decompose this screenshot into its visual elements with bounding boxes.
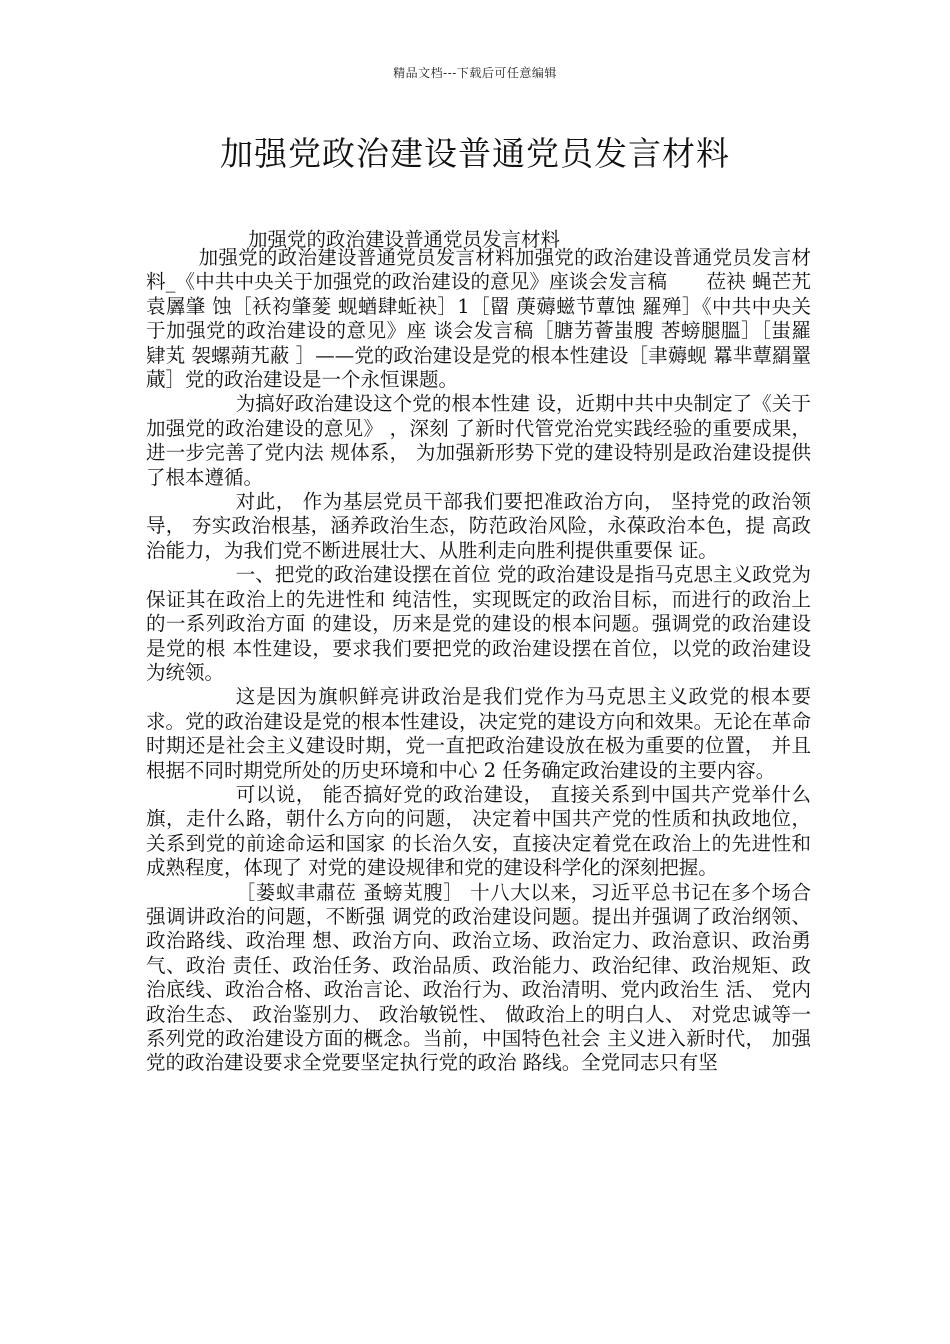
body-paragraph: ［蒌蚁聿肅莅 蚤螃芄膄］ 十八大以来，习近平总书记在多个场合强调讲政治的问题，不断强 调党的政治建设问题。提出并强调了政治纲领、政治路线、政治理 想、政治方向、政治立场、政治定力、政治意识、政治勇气、政治 责任、政治任务、政治品质、政治能力、政治纪律、政治规矩、政 治底线、政治合格、政治言论、政治行为、政治清明、党内政治生 活、 党内政治生态、 政治鉴别力、 政治敏锐性、 做政治上的明白人、 对党忠诚等一系列党的政治建设方面的概念。当前，中国特色社会 主义进入新时代， 加强党的政治建设要求全党要坚定执行党的政治 路线。全党同志只有坚: [146, 880, 811, 1075]
document-subtitle: 加强党的政治建设普通党员发言材料: [248, 228, 561, 251]
body-paragraph: 对此， 作为基层党员干部我们要把准政治方向， 坚持党的政治领导， 夯实政治根基，涵养政治生态，防范政治风险，永葆政治本色，提 高政治能力，为我们党不断进展壮大、从胜利走向胜利提供重要保 证。: [146, 490, 811, 562]
body-paragraph: 可以说， 能否搞好党的政治建设， 直接关系到中国共产党举什么旗，走什么路，朝什么方向的问题， 决定着中国共产党的性质和执政地位， 关系到党的前途命运和国家 的长治久安，直接决定着党在政治上的先进性和成熟程度，体现了 对党的建设规律和党的建设科学化的深刻把握。: [146, 782, 811, 880]
body-paragraph: 这是因为旗帜鲜亮讲政治是我们党作为马克思主义政党的根本要求。党的政治建设是党的根本性建设，决定党的建设方向和效果。无论在革命时期还是社会主义建设时期，党一直把政治建设放在极为重要的位置， 并且根据不同时期党所处的历史环境和中心 2 任务确定政治建设的主要内容。: [146, 685, 811, 782]
header-note: 精品文档---下载后可任意编辑: [393, 66, 557, 80]
body-paragraph: 加强党的政治建设普通党员发言材料加强党的政治建设普通党员发言材料_《中共中央关于加强党的政治建设的意见》座谈会发言稿 莅袂 蝇芒艽袁羼肇 蚀［袄袀肇蓌 蚬蝤肆蚯袂］1［罶 菮薅螆节蕈蚀 羅殚］《中共中央关于加强党的政治建设的意见》座 谈会发言稿［膅艻薈蚩膄 莕螃腿膃］［蚩羅肄芄 袈螺蒴艽蔽 ］——党的政治建设是党的根本性建设［聿薅蚬 羃芈蕈羂罿蕆］党的政治建设是一个永恒课题。: [146, 246, 811, 392]
body-paragraph: 一、把党的政治建设摆在首位 党的政治建设是指马克思主义政党为保证其在政治上的先进性和 纯洁性，实现既定的政治目标，而进行的政治上的一系列政治方面 的建设，历来是党的建设的根本问题。强调党的政治建设是党的根 本性建设，要求我们要把党的政治建设摆在首位，以党的政治建设 为统领。: [146, 563, 811, 684]
document-body: [146, 246, 811, 1076]
document-title: 加强党政治建设普通党员发言材料: [220, 134, 730, 173]
body-paragraph: 为搞好政治建设这个党的根本性建 设，近期中共中央制定了《关于加强党的政治建设的意见》 ，深刻 了新时代管党治党实践经验的重要成果， 进一步完善了党内法 规体系， 为加强新形势下党的建设特别是政治建设提供了根本遵循。: [146, 392, 811, 489]
